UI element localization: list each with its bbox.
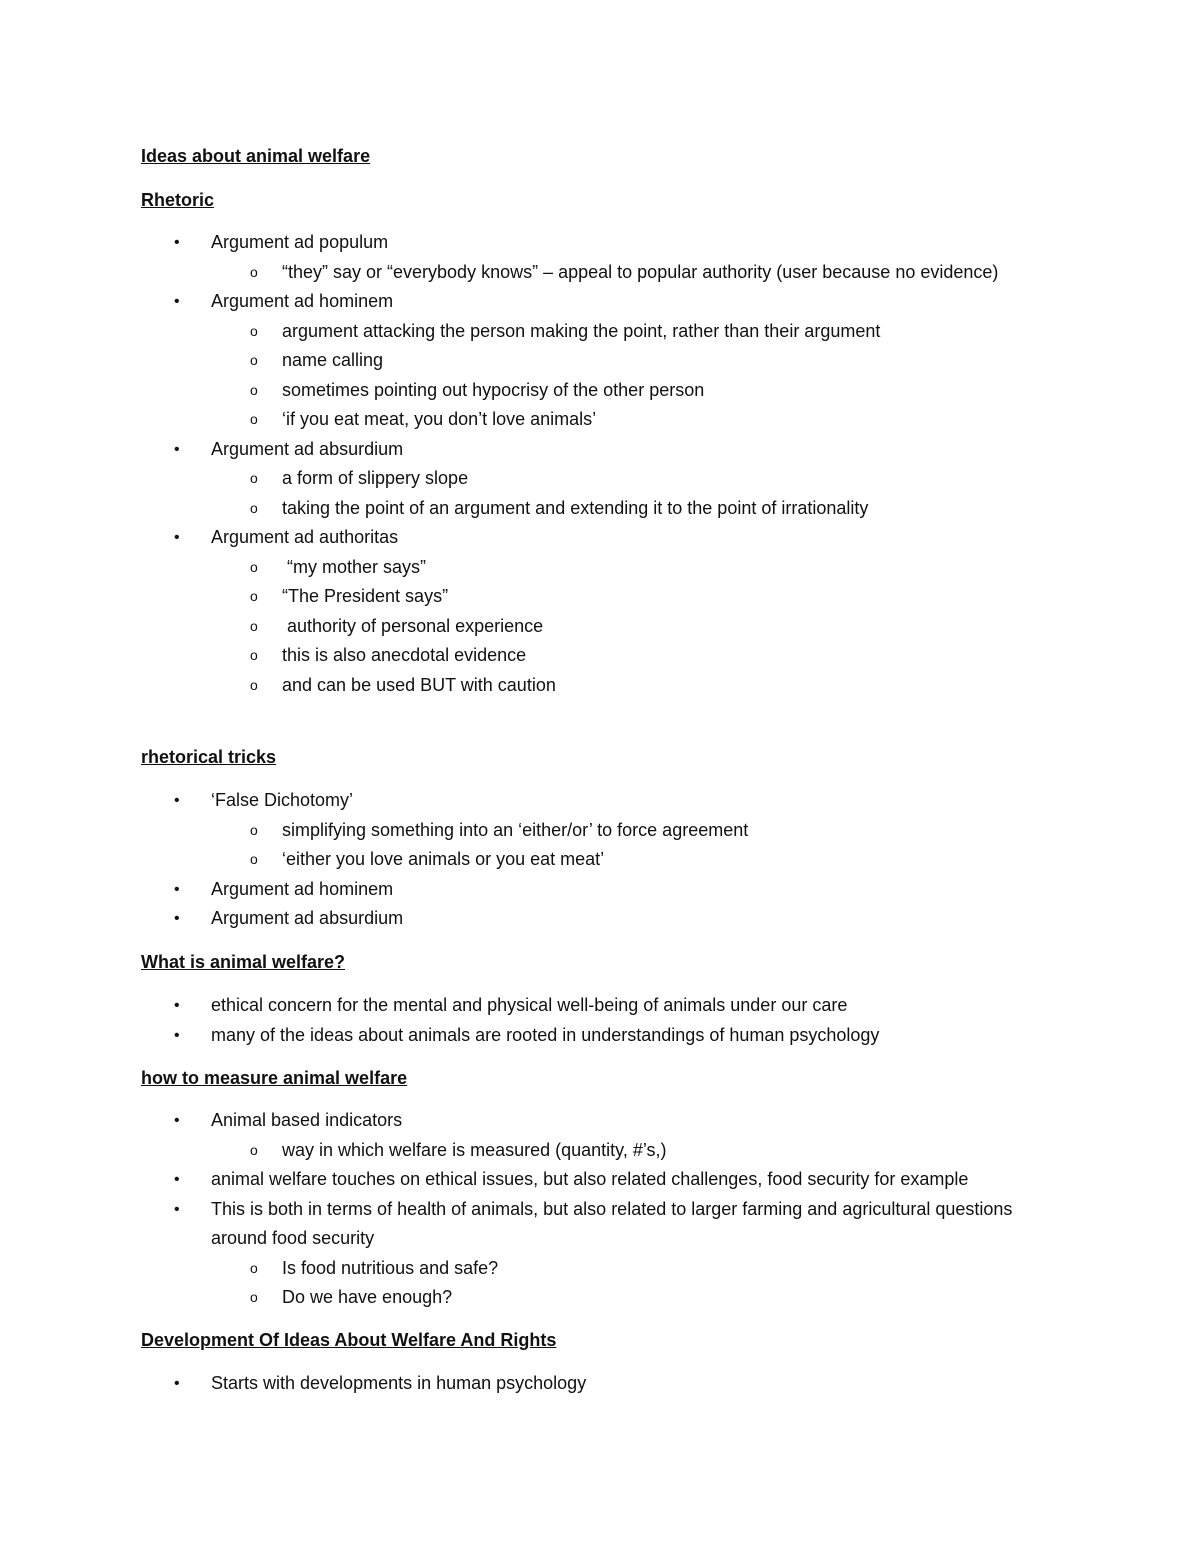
sub-list-item: o simplifying something into an ‘either/or’ to force agreement xyxy=(0,816,1002,846)
bullet-icon: • xyxy=(174,910,180,927)
bullet-icon: • xyxy=(174,1112,180,1129)
circle-bullet-icon: o xyxy=(250,1259,258,1276)
list-item: • Argument ad absurdium xyxy=(0,435,1071,465)
sub-list-item: o Is food nutritious and safe? xyxy=(0,1254,1002,1284)
sub-list-item: o “they” say or “everybody knows” – appeal to popular authority (user because no evidence) xyxy=(0,258,1002,288)
list-item: • animal welfare touches on ethical issues, but also related challenges, food security for example xyxy=(0,1165,1071,1195)
sub-list-item: o a form of slippery slope xyxy=(0,464,1002,494)
circle-bullet-icon: o xyxy=(250,851,258,867)
circle-bullet-icon: o xyxy=(250,470,258,486)
sub-list-item: o ‘if you eat meat, you don’t love animals’ xyxy=(0,405,1002,435)
list-item: • Argument ad authoritas xyxy=(0,523,1071,553)
what-is-animal-welfare-list xyxy=(0,991,1071,1050)
sub-list-item: o this is also anecdotal evidence xyxy=(0,641,1002,671)
circle-bullet-icon: o xyxy=(250,499,258,516)
list-item: • many of the ideas about animals are rooted in understandings of human psychology xyxy=(0,1021,1071,1051)
sub-list-item: o sometimes pointing out hypocrisy of the other person xyxy=(0,376,1002,406)
circle-bullet-icon: o xyxy=(250,588,258,604)
list-item: • Argument ad hominem xyxy=(0,875,1071,905)
circle-bullet-icon: o xyxy=(250,352,258,368)
circle-bullet-icon: o xyxy=(250,381,258,398)
section-heading-what-is-animal-welfare: What is animal welfare? xyxy=(141,952,346,972)
rhetoric-list xyxy=(0,228,1071,700)
circle-bullet-icon: o xyxy=(250,263,258,280)
sub-list-item: o Do we have enough? xyxy=(0,1283,1002,1313)
bullet-icon: • xyxy=(174,1375,180,1392)
rhetorical-tricks-list xyxy=(0,786,1071,934)
list-item: • Argument ad populum xyxy=(0,228,1071,258)
sub-list-item: o taking the point of an argument and extending it to the point of irrationality xyxy=(0,494,1002,524)
list-item: • ‘False Dichotomy’ xyxy=(0,786,1071,816)
sub-list-item: o name calling xyxy=(0,346,1002,376)
bullet-icon: • xyxy=(174,529,180,546)
bullet-icon: • xyxy=(174,792,180,809)
circle-bullet-icon: o xyxy=(250,676,258,693)
section-heading-development-of-ideas: Development Of Ideas About Welfare And Rights xyxy=(141,1330,557,1350)
sub-list-item: o and can be used BUT with caution xyxy=(0,671,1002,701)
sub-list-item: o “The President says” xyxy=(0,582,1002,612)
circle-bullet-icon: o xyxy=(250,1289,258,1305)
sub-list-item: o ‘either you love animals or you eat meat’ xyxy=(0,845,1002,875)
list-item: • Argument ad absurdium xyxy=(0,904,1071,934)
circle-bullet-icon: o xyxy=(250,821,258,838)
list-item: • Animal based indicators xyxy=(0,1106,1071,1136)
bullet-icon: • xyxy=(174,1200,180,1218)
sub-list-item: o “my mother says” xyxy=(0,553,1002,583)
list-item: • ethical concern for the mental and physical well-being of animals under our care xyxy=(0,991,1071,1021)
bullet-icon: • xyxy=(174,880,180,898)
how-to-measure-list xyxy=(0,1106,1071,1313)
sub-list-item: o authority of personal experience xyxy=(0,612,1002,642)
circle-bullet-icon: o xyxy=(250,1141,258,1158)
list-item: • This is both in terms of health of animals, but also related to larger farming and agricultural questions around food security xyxy=(0,1195,1071,1254)
bullet-icon: • xyxy=(174,997,180,1014)
sub-list-item: o argument attacking the person making the point, rather than their argument xyxy=(0,317,1002,347)
circle-bullet-icon: o xyxy=(250,558,258,575)
list-item: • Argument ad hominem xyxy=(0,287,1071,317)
circle-bullet-icon: o xyxy=(250,411,258,427)
list-item: • Starts with developments in human psychology xyxy=(0,1369,1071,1399)
bullet-icon: • xyxy=(174,234,180,251)
bullet-icon: • xyxy=(174,1026,180,1044)
section-heading-rhetorical-tricks: rhetorical tricks xyxy=(141,747,277,767)
bullet-icon: • xyxy=(174,293,180,310)
sub-list-item: o way in which welfare is measured (quantity, #’s,) xyxy=(0,1136,1002,1166)
section-heading-rhetoric: Rhetoric xyxy=(141,190,215,210)
development-of-ideas-list xyxy=(0,1369,1071,1399)
bullet-icon: • xyxy=(174,1171,180,1188)
section-heading-how-to-measure: how to measure animal welfare xyxy=(141,1068,408,1088)
document-title: Ideas about animal welfare xyxy=(141,146,371,166)
circle-bullet-icon: o xyxy=(250,617,258,634)
bullet-icon: • xyxy=(174,440,180,458)
circle-bullet-icon: o xyxy=(250,647,258,663)
circle-bullet-icon: o xyxy=(250,322,258,339)
